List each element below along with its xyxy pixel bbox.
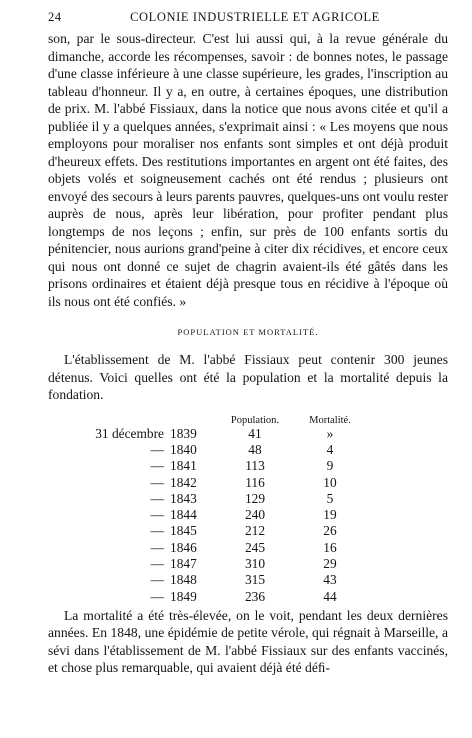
table-row [48,588,448,604]
row-mortality: 16 [323,539,337,555]
row-year: 1839 [170,425,197,441]
paragraph-mortality-comment: La mortalité a été très-élevée, on le voit, pendant les deux dernières années. En 1848, une épidémie de petite vérole, qui régnait à Marseille, a sévi dans l'établissement de M. l'abbé Fissiaux sur des enfants vaccinés, et chose plus remarquable, qui avaient déjà été déﬁ- [48,607,448,676]
row-population: 310 [244,556,266,572]
row-population: 41 [248,425,262,441]
row-year: 1847 [170,556,197,572]
table-row [48,556,448,572]
row-population: 113 [245,458,265,474]
row-date: — [150,572,164,588]
row-date: — [150,441,164,457]
row-mortality: 19 [323,507,337,523]
row-population: 240 [244,507,266,523]
row-date: — [150,490,164,506]
row-year: 1842 [170,474,197,490]
row-population: 245 [244,539,266,555]
table-row [48,491,448,507]
row-population: 116 [245,474,265,490]
section-title: POPULATION ET MORTALITÉ. [177,327,319,337]
row-population: 212 [244,523,266,539]
page-header [48,10,448,30]
row-year: 1845 [170,523,197,539]
table-row [48,523,448,539]
row-year: 1846 [170,539,197,555]
row-year: 1844 [170,507,197,523]
row-mortality: 26 [323,523,337,539]
table-row [48,474,448,490]
row-mortality: 29 [323,556,337,572]
row-date: — [150,588,164,604]
column-header-population: Population. [230,414,280,426]
row-date: 31 décembre [95,425,164,441]
population-mortality-table [48,408,448,605]
row-population: 236 [244,588,266,604]
row-date: — [150,539,164,555]
row-year: 1848 [170,572,197,588]
paragraph-capacity: L'établissement de M. l'abbé Fissiaux peut contenir 300 jeunes détenus. Voici quelles ont été la population et la mortalité depuis la fondation. [48,352,448,402]
row-population: 315 [244,572,266,588]
row-mortality: » [326,425,334,441]
row-date: — [150,474,164,490]
row-year: 1849 [170,588,197,604]
page-number: 24 [48,10,62,24]
row-year: 1843 [170,490,197,506]
row-year: 1840 [170,441,197,457]
table-header [48,408,448,426]
table-body [48,426,448,605]
row-mortality: 43 [323,572,337,588]
row-mortality: 10 [323,474,337,490]
paragraph-discipline: son, par le sous-directeur. C'est lui aussi qui, à la revue générale du dimanche, accorde les récompenses, savoir : de bonnes notes, le passage d'une classe inférieure à une classe supérieure, les grades, l'inscription au tableau d'honneur. Il y a, en outre, à certaines époques, une distribution de prix. M. l'abbé Fissiaux, dans la notice que nous avons citée et qu'il a publiée il y a quelques années, s'exprimait ainsi : « Les moyens que nous employons pour moraliser nos enfants sont simples et ont déjà produit d'heureux effets. Des restitutions importantes en argent ont été faites, des objets volés et soigneusement cachés ont été rendus ; plusieurs ont envoyé des secours à leurs parents pauvres, quelques-uns ont voulu rester auprès de nous, après leur libération, pour profiter pendant plus longtemps de nos leçons ; enfin, sur près de 100 enfants sortis du pénitencier, nous aurions grand'peine à citer dix récidives, et encore ceux qui nous ont donné ce sujet de chagrin avaient-ils été gâtés dans les prisons ordinaires et étaient déjà presque tous en récidive à l'époque où ils nous ont été confiés. » [48,31,448,309]
row-date: — [150,458,164,474]
row-mortality: 4 [326,441,334,457]
row-mortality: 44 [323,588,337,604]
running-title: COLONIE INDUSTRIELLE ET AGRICOLE [130,10,380,24]
row-date: — [150,556,164,572]
table-row [48,572,448,588]
table-row [48,426,448,442]
row-date: — [150,523,164,539]
column-header-mortality: Mortalité. [309,414,351,426]
table-row [48,442,448,458]
table-row [48,458,448,474]
table-row [48,507,448,523]
row-population: 48 [248,441,262,457]
table-row [48,540,448,556]
row-mortality: 9 [326,458,334,474]
row-date: — [150,507,164,523]
row-population: 129 [244,490,266,506]
row-year: 1841 [170,458,197,474]
row-mortality: 5 [326,490,334,506]
